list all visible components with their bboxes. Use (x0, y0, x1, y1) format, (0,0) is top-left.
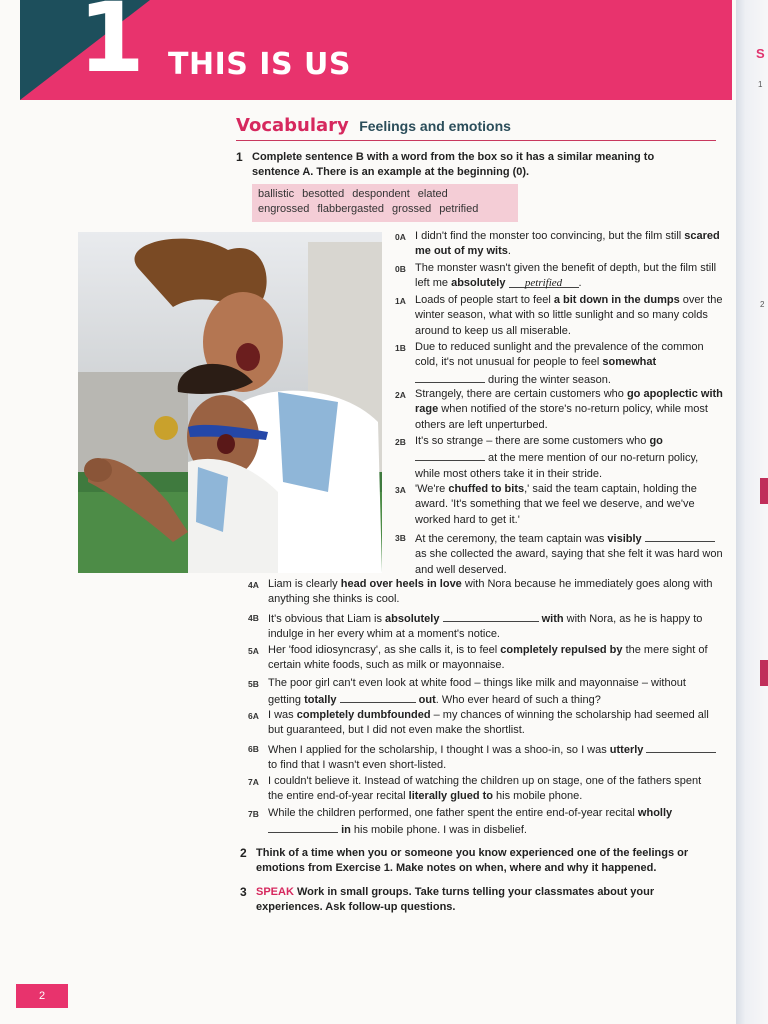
answer-blank-5B[interactable] (340, 691, 416, 703)
sentence-5B: 5B The poor girl can't even look at white food – things like milk and mayonnaise – without getting totally out. Who ever heard of such a thing? (248, 677, 686, 707)
sentence-6A: 6A I was completely dumbfounded – my chances of winning the scholarship had seemed all but guaranteed, but I did not even make the shortlist. (248, 709, 709, 737)
sentence-0A: 0A I didn't find the monster too convincing, but the film still scared me out of my wits. (395, 230, 720, 258)
sentence-1B: 1B Due to reduced sunlight and the prevalence of the common cold, it's not unusual for people to feel somewhat during the winter season. (395, 341, 704, 386)
answer-blank-6B[interactable] (646, 741, 716, 753)
sentence-4B: 4B It's obvious that Liam is absolutely with with Nora, as he is happy to indulge in her every whim at a moment's notice. (248, 610, 718, 643)
section-subtitle: Feelings and emotions (359, 118, 511, 134)
answer-blank-1B[interactable] (415, 371, 485, 383)
sentence-2B: 2B It's so strange – there are some customers who go at the mere mention of our no-return policy, while most others take it in their stride. (395, 435, 699, 480)
unit-number: 1 (78, 0, 145, 94)
word-box-item: petrified (439, 203, 479, 215)
sentence-4A: 4A Liam is clearly head over heels in love with Nora because he immediately goes along with anything she thinks is cool. (248, 578, 713, 606)
next-page-mark (760, 660, 768, 686)
word-box-item: flabbergasted (317, 203, 385, 215)
word-box-item: engrossed (258, 203, 310, 215)
page-number: 2 (16, 984, 68, 1008)
section-heading (236, 115, 716, 141)
speak-label: SPEAK (256, 886, 294, 898)
section-title: Vocabulary (236, 115, 349, 136)
word-box-item: grossed (392, 203, 432, 215)
sentence-6B: 6B When I applied for the scholarship, I thought I was a shoo-in, so I was utterly to find that I wasn't even short-listed. (248, 741, 718, 774)
word-box (252, 184, 518, 222)
celebrating-players-photo (78, 232, 382, 573)
sentence-0B: 0B The monster wasn't given the benefit of depth, but the film still left me absolutely petrified . (395, 262, 717, 290)
next-page-number: 2 (760, 300, 765, 309)
sentence-3B: 3B At the ceremony, the team captain was visibly as she collected the award, saying that she felt it was hard won and well deserved. (395, 530, 725, 578)
exercise-number: 3 (240, 885, 247, 899)
answer-blank-7B[interactable] (268, 821, 338, 833)
unit-title: THIS IS US (168, 47, 351, 82)
sentence-5A: 5A Her 'food idiosyncrasy', as she calls it, is to feel completely repulsed by the mere sight of certain white foods, such as milk or mayonnaise. (248, 644, 708, 672)
word-box-item: besotted (302, 188, 345, 200)
word-box-item: ballistic (258, 188, 295, 200)
exercise-number: 1 (236, 150, 243, 164)
sentence-7B: 7B While the children performed, one father spent the entire end-of-year recital wholly in his mobile phone. I was in disbelief. (248, 807, 673, 837)
example-answer-blank: petrified (509, 276, 579, 288)
sentence-3A: 3A 'We're chuffed to bits,' said the team captain, holding the award. 'It's something that we feel we deserve, and we've worked hard to get it.' (395, 483, 697, 526)
next-page-letter: S (756, 46, 765, 61)
next-page-mark (760, 478, 768, 504)
answer-blank-4B[interactable] (443, 610, 539, 622)
exercise-number: 2 (240, 846, 247, 860)
sentence-7A: 7A I couldn't believe it. Instead of watching the children up on stage, one of the fathers spent the entire end-of-year recital literally glued to his mobile phone. (248, 775, 702, 803)
answer-blank-2B[interactable] (415, 449, 485, 461)
word-box-item: despondent (352, 188, 410, 200)
answer-blank-3B[interactable] (645, 530, 715, 542)
next-page-edge (736, 0, 768, 1024)
next-page-number: 1 (758, 80, 763, 89)
word-box-item: elated (417, 188, 448, 200)
sentence-2A: 2A Strangely, there are certain customers who go apoplectic with rage when notified of the store's no-return policy, while most others are left unperturbed. (395, 388, 723, 431)
sentence-1A: 1A Loads of people start to feel a bit down in the dumps over the winter season, what with so little sunlight and so many colds around to keep us all miserable. (395, 294, 723, 337)
